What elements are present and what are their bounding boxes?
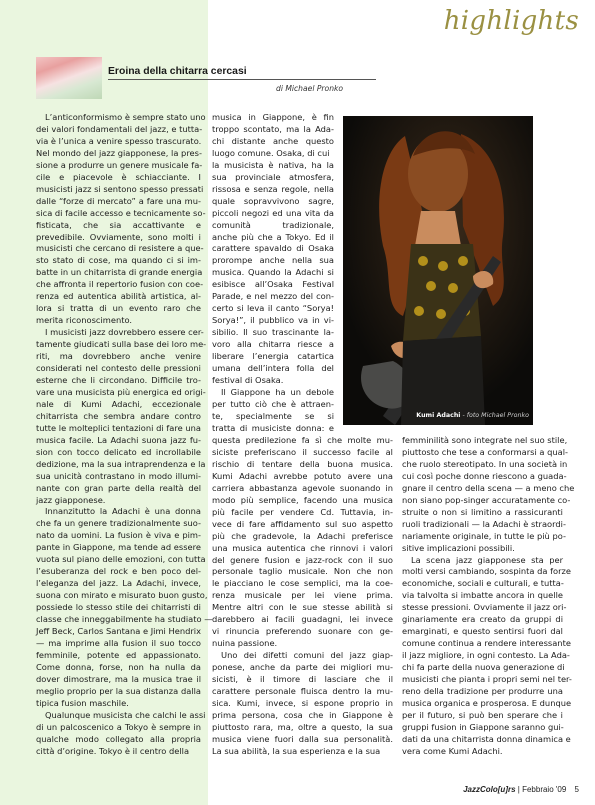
text-line: sua unicità contrastano in modo illumi- bbox=[36, 470, 201, 481]
text-line: pante in Giappone, ma tende ad essere bbox=[36, 542, 201, 553]
text-line: dedizione, ma la sua intraprendenza e la bbox=[36, 458, 206, 469]
text-line: Kumi Adachi avrebbe potuto avere una bbox=[212, 470, 393, 481]
text-line: certo si leva il canto “Sorya! bbox=[212, 303, 334, 314]
text-line: tipica fusion maschile. bbox=[36, 697, 129, 708]
text-line: vi rinuncia preferendo suonare con ge- bbox=[212, 626, 393, 637]
text-line: che affronta il repertorio fusion con coe- bbox=[36, 279, 204, 290]
footer-magazine: JazzColo[u]rs bbox=[463, 785, 516, 794]
text-line: liberare l’energia catartica bbox=[212, 351, 334, 362]
text-line: — ma imprime alla fusion il suo tocco bbox=[36, 637, 201, 648]
text-line: nante con gran parte della realtà del bbox=[36, 482, 201, 493]
caption-credit: - foto Michael Pronko bbox=[462, 412, 529, 419]
text-line: chi distante anche questo bbox=[212, 135, 334, 146]
text-line: comunità tradizionale, bbox=[212, 219, 334, 230]
text-line: Sorya!”, il pubblico va in vi- bbox=[212, 315, 334, 326]
text-line: Qualunque musicista che calchi le assi bbox=[45, 709, 206, 720]
text-line: di un palcoscenico a Tokyo è sempre in bbox=[36, 721, 201, 732]
text-line: luogo comune. Osaka, di cui bbox=[212, 147, 330, 158]
text-line: carattere personale fluisca dentro la mu- bbox=[212, 686, 393, 697]
text-line: sion con tocco delicato ed incrollabile bbox=[36, 446, 201, 457]
text-line: musicisti che pianta i propri semi nel ter- bbox=[402, 674, 572, 685]
text-line: quale sopravvivono sagre, bbox=[212, 195, 334, 206]
text-line: comune continua a rendere interessante bbox=[402, 638, 571, 649]
text-column-2-top bbox=[212, 112, 334, 435]
text-line: darebbero ai facili guadagni, lei invece bbox=[212, 614, 393, 625]
text-line: nuina passione. bbox=[212, 638, 278, 649]
text-line: gruppi fusion in Giappone saranno gui- bbox=[402, 721, 564, 732]
japan-flag-image bbox=[36, 57, 102, 99]
article-byline: di Michael Pronko bbox=[276, 84, 344, 93]
page-footer bbox=[463, 785, 579, 794]
text-line: possiede lo stesso stile dei chitarristi di bbox=[36, 602, 201, 613]
text-line: l’esuberanza del rock e ben poco del- bbox=[36, 566, 201, 577]
text-line: jazz giapponese. bbox=[36, 494, 106, 505]
text-line: La sua abilità, la sua esperienza e la sua bbox=[212, 745, 381, 756]
text-line: ruoli tradizionali — la Adachi è straordi- bbox=[402, 518, 566, 529]
text-line: una musica autentica che rinnovi i valori bbox=[212, 542, 393, 553]
text-line: più che gradevole, la Adachi preferisce bbox=[212, 530, 393, 541]
text-line: che ruolo stereotipato. In una società in bbox=[402, 458, 568, 469]
text-line: lora si tratta di un evento raro che bbox=[36, 303, 201, 314]
text-line: dati da una chitarrista donna dinamica e bbox=[402, 733, 571, 744]
text-line: via è l’unica a venire spesso trascurato. bbox=[36, 135, 202, 146]
text-line: femminilità sono integrate nel suo stile, bbox=[402, 435, 568, 445]
text-line: musica facile. La Adachi suona jazz fu- bbox=[36, 434, 201, 445]
text-line: te, specialmente se si bbox=[212, 410, 334, 421]
text-line: più facile per vendere Cd. Tuttavia, in- bbox=[212, 506, 393, 517]
article-title: Eroina della chitarra cercasi bbox=[108, 66, 376, 80]
text-line: la musicista è nativa, ha la bbox=[212, 159, 334, 170]
text-line: nariamente originale, in tutte le più po- bbox=[402, 530, 566, 541]
text-line: renza musicale per lei viene prima. bbox=[212, 590, 393, 601]
text-line: umana dell’intera folla del bbox=[212, 363, 334, 374]
text-line: musicisti che cercano di resistere a que- bbox=[36, 243, 204, 254]
text-line: Parade, e nel mezzo del con- bbox=[212, 291, 334, 302]
text-line: esterne che li circondano. Difficile tro- bbox=[36, 374, 201, 385]
text-line: chitarrista che sembra andare contro bbox=[36, 410, 201, 421]
text-line: La scena jazz giapponese sta per bbox=[411, 554, 563, 565]
text-line: merita riconoscimento. bbox=[36, 315, 133, 326]
text-line: piuttosto rara, ma, oltre a questo, la sua bbox=[212, 721, 393, 732]
text-line: sibilio. Il suo trascinante la- bbox=[212, 327, 334, 338]
text-line: femminile, potente ed appassionato. bbox=[36, 649, 201, 660]
text-line: qualche modo collegato alla propria bbox=[36, 733, 201, 744]
text-line: sica di facile accesso e tecnicamente so- bbox=[36, 207, 206, 218]
text-line: ponese, anche da parte dei migliori mu- bbox=[212, 662, 393, 673]
text-line: non siano pop-singer accuratamente co- bbox=[402, 494, 571, 505]
text-line: meglio proprio per la sua distanza dalla bbox=[36, 685, 201, 696]
text-line: città d’origine. Tokyo è il centro della bbox=[36, 745, 190, 756]
text-line: sitive implicazioni possibili. bbox=[402, 542, 515, 553]
text-line: Mentre altri con le sue stesse abilità si bbox=[212, 602, 393, 613]
text-line: emarginati, e questo sentirsi fuori dal bbox=[402, 626, 563, 637]
text-line: sua provinciale atmosfera, bbox=[212, 171, 334, 182]
text-line: festival di Osaka. bbox=[212, 374, 284, 385]
text-line: tratta di musiciste donna: e bbox=[212, 422, 334, 433]
text-line: l’eleganza del jazz. La Adachi, invece, bbox=[36, 578, 201, 589]
text-line: dover dimostrare, ma la musica trae il bbox=[36, 673, 201, 684]
text-line: prima persona, cosa che in Giappone è bbox=[212, 709, 393, 720]
text-line: rissosa e senza regole, nella bbox=[212, 183, 334, 194]
text-line: voro alla chitarra riesce a bbox=[212, 339, 334, 350]
text-line: piuttosto che tese a conformarsi a qual- bbox=[402, 446, 569, 457]
text-line: del genere fusion e jazz-rock con il suo bbox=[212, 554, 393, 565]
text-line: dei valori fondamentali del jazz, e tutta- bbox=[36, 123, 203, 134]
section-title: highlights bbox=[443, 6, 579, 36]
text-line: per il futuro, si può ben sperare che i bbox=[402, 709, 563, 720]
text-line: musicisti jazz si sentono spesso pressati bbox=[36, 183, 204, 194]
text-line: fisticata, che sia accattivante e bbox=[36, 219, 201, 230]
text-line: prevedibile. Ovviamente, sono molti i bbox=[36, 231, 201, 242]
photo-caption bbox=[343, 412, 529, 419]
guitarist-photo bbox=[343, 116, 533, 425]
text-line: Nel mondo del jazz giapponese, la pres- bbox=[36, 147, 202, 158]
text-line: musica viene fuori dalla sua personalità. bbox=[212, 733, 393, 744]
text-line: Innanzitutto la Adachi è una donna bbox=[45, 506, 201, 517]
text-line: gnare il centro della scena — a meno che bbox=[402, 482, 575, 493]
footer-page-number: 5 bbox=[574, 785, 579, 794]
text-line: esibisce all’Osaka Festival bbox=[212, 279, 334, 290]
text-line: personale taglio musicale. Non che non bbox=[212, 566, 393, 577]
caption-name: Kumi Adachi bbox=[416, 412, 461, 419]
text-line: considerati nel contesto delle pressioni bbox=[36, 363, 201, 374]
text-line: via talvolta si imbatte ancora in quelle bbox=[402, 590, 563, 601]
text-line: questa predilezione fa sì che molte mu- bbox=[212, 435, 393, 445]
text-line: troppo scontato, ma la Ada- bbox=[212, 123, 334, 134]
text-line: che fa un genere tradizionalmente suo- bbox=[36, 518, 201, 529]
text-line: reno della tradizione per produrre una bbox=[402, 686, 563, 697]
text-line: Jeff Beck, Carlos Santana e Jimi Hendrix bbox=[36, 625, 201, 636]
text-line: per tutto ciò che è attraen- bbox=[212, 398, 334, 409]
text-line: Uno dei difetti comuni del jazz giap- bbox=[221, 650, 393, 661]
text-line: vuota sul piano delle emozioni, con tutta bbox=[36, 554, 206, 565]
text-line: sto stato di cose, ma quando ci si im- bbox=[36, 255, 201, 266]
text-column-3 bbox=[402, 435, 575, 758]
text-line: vare una musicista più energica ed origi- bbox=[36, 386, 206, 397]
text-line: musica in Giappone, è fin bbox=[212, 112, 334, 122]
text-line: classe che inneggabilmente ha studiato — bbox=[36, 614, 213, 625]
text-line: I musicisti jazz dovrebbero essere cer- bbox=[45, 327, 204, 338]
text-line: anche più che a Tokyo. Ed il bbox=[212, 231, 334, 242]
text-line: molti versi cambiando, sospinta da forze bbox=[402, 566, 571, 577]
text-line: cile e piacevole è schiacciante. I bbox=[36, 171, 201, 182]
text-line: musica. Quando la Adachi si bbox=[212, 267, 334, 278]
text-line: rischio di tentare della buona musica. bbox=[212, 458, 393, 469]
text-line: economiche, sociali e culturali, e tutta- bbox=[402, 578, 564, 589]
text-line: modo più semplice, facendo una musica bbox=[212, 494, 393, 505]
text-line: sione a produrre un genere musicale fa- bbox=[36, 159, 203, 170]
text-line: nale di Kumi Adachi, eccezionale bbox=[36, 398, 201, 409]
text-line: sicisti, è il timore di lasciare che il bbox=[212, 674, 393, 685]
footer-issue: | Febbraio '09 bbox=[517, 785, 567, 794]
text-line: prorompe anche nella sua bbox=[212, 255, 334, 266]
text-line: ginariamente era creato da gruppi di bbox=[402, 614, 563, 625]
guitarist-illustration bbox=[343, 116, 533, 425]
text-line: suona con mirato e misurato buon gusto, bbox=[36, 590, 208, 601]
text-line: cui così poche donne riescono a guada- bbox=[402, 470, 567, 481]
text-line: struite o non si limitino a rassicuranti bbox=[402, 506, 563, 517]
text-line: le piacciano le cose semplici, ma la coe- bbox=[212, 578, 393, 589]
text-line: stesse pressioni. Ovviamente il jazz ori- bbox=[402, 602, 567, 613]
text-line: piccoli negozi ed una vita da bbox=[212, 207, 334, 218]
text-line: carriera abbastanza agevole suonando in bbox=[212, 482, 393, 493]
text-column-1 bbox=[36, 112, 213, 757]
text-line: tutte le molteplici tentazioni di fare una bbox=[36, 422, 201, 433]
text-line: renza ed autentica abilità artistica, al- bbox=[36, 291, 201, 302]
text-line: nato da uomini. La fusion è viva e pim- bbox=[36, 530, 201, 541]
text-line: sica. Kumi, invece, si espone proprio in bbox=[212, 697, 393, 708]
text-line: batte in un chitarrista di grande energia bbox=[36, 267, 203, 278]
text-line: vera come Kumi Adachi. bbox=[402, 745, 503, 756]
text-line: chi fa parte della nuova generazione di bbox=[402, 662, 565, 673]
text-line: siciste preferiscano il successo facile al bbox=[212, 446, 393, 457]
text-line: Come donna, forse, non ha nulla da bbox=[36, 661, 201, 672]
text-line: riti, ma dovrebbero anche venire bbox=[36, 351, 201, 362]
text-column-2-bottom bbox=[212, 435, 393, 758]
text-line: musica organica e prosperosa. E dunque bbox=[402, 697, 572, 708]
text-line: dalle “forze di mercato” a fare una mu- bbox=[36, 195, 201, 206]
text-line: tamente giudicati sulla base dei loro me- bbox=[36, 339, 207, 350]
text-line: Il Giappone ha un debole bbox=[221, 386, 334, 397]
text-line: L’anticonformismo è sempre stato uno bbox=[45, 112, 206, 122]
text-line: il jazz migliore, in ogni contesto. La Ada- bbox=[402, 650, 570, 661]
text-line: carattere spavaldo di Osaka bbox=[212, 243, 334, 254]
text-line: vece di fare affidamento sul suo aspetto bbox=[212, 518, 393, 529]
